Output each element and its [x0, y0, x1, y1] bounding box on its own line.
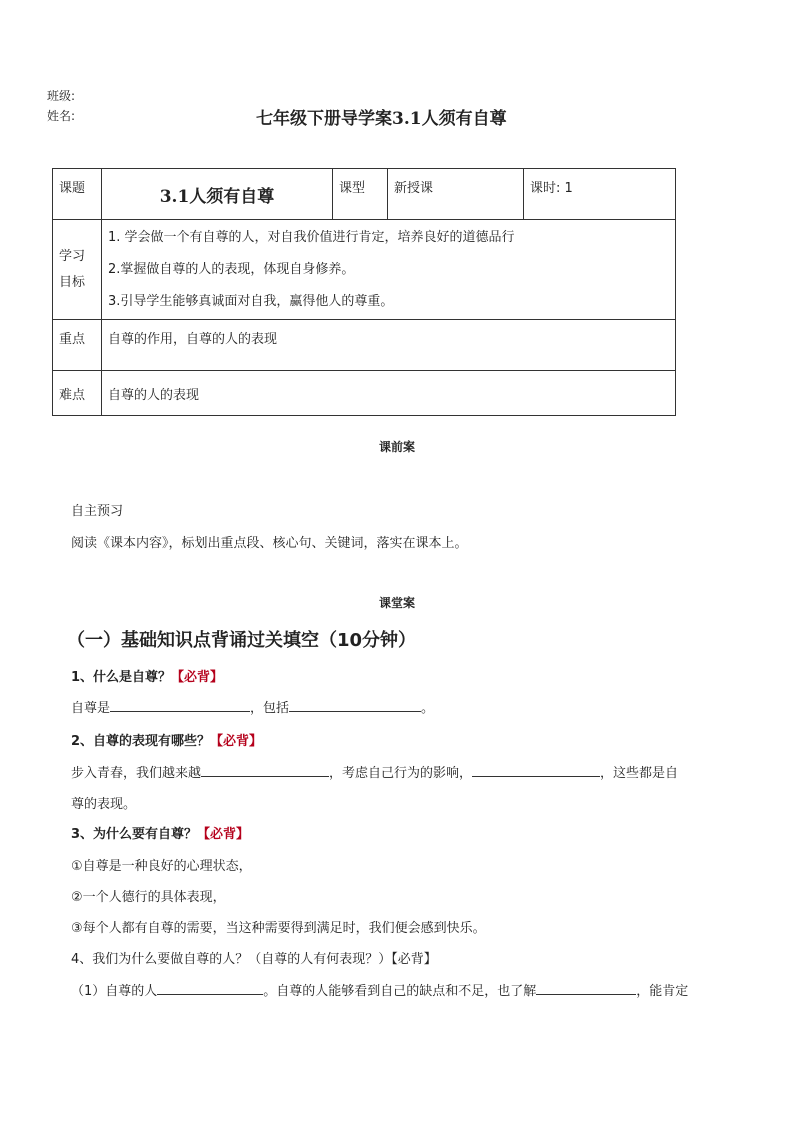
key-points-value: 自尊的作用，自尊的人的表现 [102, 320, 676, 371]
goals-list [102, 220, 676, 320]
self-study-text: 阅读《课本内容》，标划出重点段、核心句、关键词，落实在课本上。 [71, 536, 468, 551]
question-3-item: ①自尊是一种良好的心理状态， [71, 859, 252, 874]
document-title: 七年级下册导学案3.1人须有自尊 [256, 109, 507, 129]
must-memorize-tag: 【必背】 [210, 734, 263, 749]
type-value: 新授课 [388, 169, 524, 220]
section-title: （一）基础知识点背诵过关填空（10分钟） [67, 630, 417, 651]
period-value: 课时: 1 [524, 169, 676, 220]
type-label: 课型 [333, 169, 388, 220]
fill-blank[interactable] [536, 981, 636, 995]
name-label: 姓名: [47, 109, 76, 123]
topic-value: 3.1人须有自尊 [102, 169, 333, 220]
question-3-item: ②一个人德行的具体表现， [71, 890, 226, 905]
difficult-points-value: 自尊的人的表现 [102, 371, 676, 416]
fill-blank[interactable] [157, 981, 263, 995]
must-memorize-tag: 【必背】 [197, 827, 250, 842]
question-2-title: 2、自尊的表现有哪些？【必背】 [71, 734, 263, 749]
must-memorize-tag: 【必背】 [171, 670, 224, 685]
question-1-line: 自尊是 ，包括 。 [71, 697, 434, 716]
question-2-line-2: 尊的表现。 [71, 797, 137, 812]
pre-class-heading: 课前案 [378, 440, 415, 454]
lesson-info-table [52, 168, 676, 416]
goal-item: 2.掌握做自尊的人的表现，体现自身修养。 [108, 262, 355, 277]
self-study-heading: 自主预习 [71, 504, 124, 519]
fill-blank[interactable] [201, 763, 329, 777]
in-class-heading: 课堂案 [378, 596, 415, 610]
question-4-line: （1）自尊的人 。自尊的人能够看到自己的缺点和不足，也了解 ，能肯定 [71, 980, 688, 999]
question-3-item: ③每个人都有自尊的需要，当这种需要得到满足时，我们便会感到快乐。 [71, 921, 486, 936]
fill-blank[interactable] [472, 763, 600, 777]
key-points-label: 重点 [53, 320, 102, 371]
question-2-line: 步入青春，我们越来越 ，考虑自己行为的影响， ，这些都是自 [71, 762, 678, 781]
goal-item: 3.引导学生能够真诚面对自我，赢得他人的尊重。 [108, 294, 394, 309]
fill-blank[interactable] [110, 698, 250, 712]
class-label: 班级: [47, 89, 76, 103]
difficult-points-label: 难点 [53, 371, 102, 416]
question-1-title: 1、什么是自尊？【必背】 [71, 670, 224, 685]
fill-blank[interactable] [289, 698, 421, 712]
topic-label: 课题 [53, 169, 102, 220]
question-3-title: 3、为什么要有自尊？【必背】 [71, 827, 250, 842]
goals-label: 学习目标 [53, 220, 102, 320]
goal-item: 1. 学会做一个有自尊的人，对自我价值进行肯定，培养良好的道德品行 [108, 230, 515, 245]
question-4-title: 4、我们为什么要做自尊的人？（自尊的人有何表现？）【必背】 [71, 952, 437, 967]
